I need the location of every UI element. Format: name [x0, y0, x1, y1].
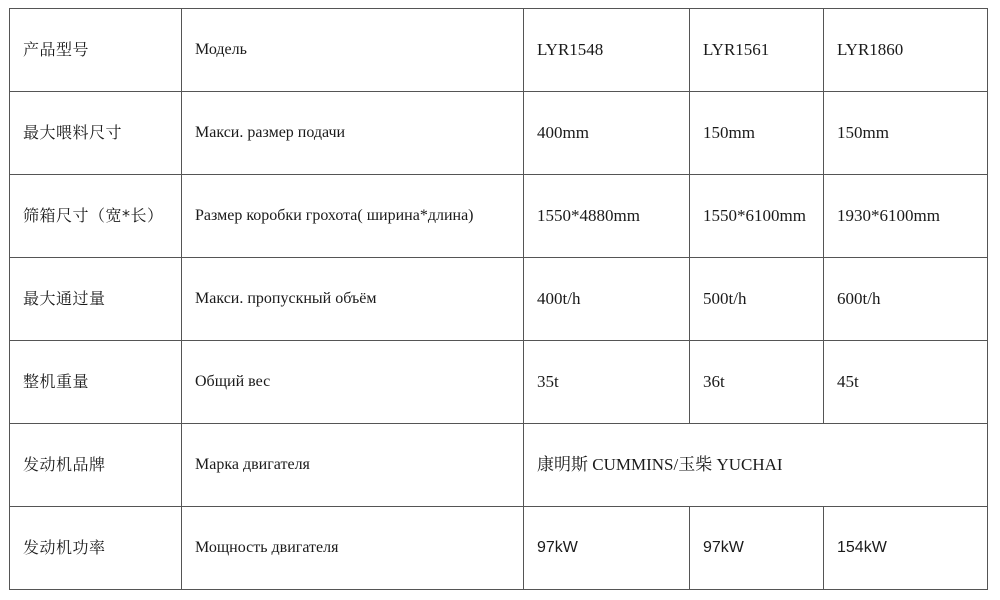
row-label-cn: 最大喂料尺寸	[10, 92, 182, 175]
row-label-ru: Макси. пропускный объём	[182, 258, 524, 341]
table-row	[10, 175, 988, 258]
value-cell: 97kW	[524, 507, 690, 590]
row-label-cn: 最大通过量	[10, 258, 182, 341]
row-label-cn: 筛箱尺寸（宽*长）	[10, 175, 182, 258]
value-cell: 500t/h	[690, 258, 824, 341]
table-row	[10, 9, 988, 92]
model-cell: LYR1561	[690, 9, 824, 92]
table-row	[10, 258, 988, 341]
row-label-ru: Модель	[182, 9, 524, 92]
value-cell: 600t/h	[824, 258, 988, 341]
value-cell: 154kW	[824, 507, 988, 590]
row-label-ru: Размер коробки грохота( ширина*длина)	[182, 175, 524, 258]
value-cell: 1550*6100mm	[690, 175, 824, 258]
row-label-ru: Марка двигателя	[182, 424, 524, 507]
table-row	[10, 341, 988, 424]
merged-value-cell: 康明斯 CUMMINS/玉柴 YUCHAI	[524, 424, 988, 507]
row-label-cn: 整机重量	[10, 341, 182, 424]
row-label-ru: Макси. размер подачи	[182, 92, 524, 175]
value-cell: 400mm	[524, 92, 690, 175]
value-cell: 400t/h	[524, 258, 690, 341]
value-cell: 97kW	[690, 507, 824, 590]
table-row	[10, 92, 988, 175]
value-cell: 1930*6100mm	[824, 175, 988, 258]
table-row	[10, 424, 988, 507]
row-label-cn: 发动机品牌	[10, 424, 182, 507]
table-row	[10, 507, 988, 590]
model-cell: LYR1548	[524, 9, 690, 92]
value-cell: 150mm	[824, 92, 988, 175]
value-cell: 36t	[690, 341, 824, 424]
value-cell: 150mm	[690, 92, 824, 175]
value-cell: 1550*4880mm	[524, 175, 690, 258]
value-cell: 45t	[824, 341, 988, 424]
row-label-cn: 发动机功率	[10, 507, 182, 590]
value-cell: 35t	[524, 341, 690, 424]
spec-table	[9, 8, 988, 590]
row-label-cn: 产品型号	[10, 9, 182, 92]
row-label-ru: Общий вес	[182, 341, 524, 424]
row-label-ru: Мощность двигателя	[182, 507, 524, 590]
model-cell: LYR1860	[824, 9, 988, 92]
